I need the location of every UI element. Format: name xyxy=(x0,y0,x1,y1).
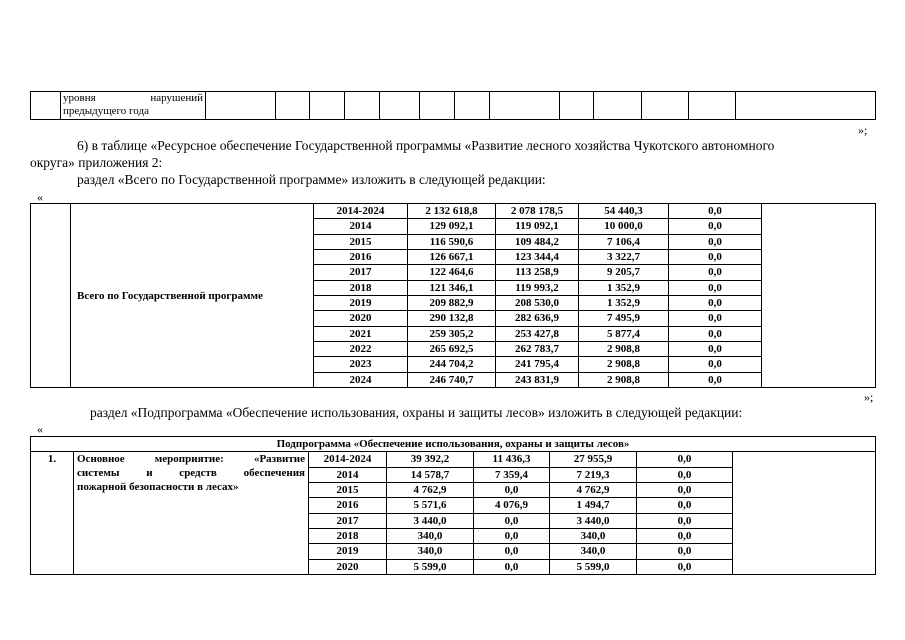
total-cell: 340,0 xyxy=(387,544,474,559)
other-sources-cell: 0,0 xyxy=(637,559,733,574)
other-sources-cell: 0,0 xyxy=(669,234,762,249)
table-row xyxy=(31,92,876,120)
period-cell: 2014-2024 xyxy=(309,452,387,467)
period-cell: 2022 xyxy=(314,341,408,356)
federal-budget-cell: 10 000,0 xyxy=(579,219,669,234)
district-budget-cell: 0,0 xyxy=(474,528,550,543)
total-cell: 340,0 xyxy=(387,528,474,543)
subprogram-title: Подпрограмма «Обеспечение использования, охраны и защиты лесов» xyxy=(31,437,876,452)
federal-budget-cell: 4 762,9 xyxy=(550,482,637,497)
total-cell: 5 571,6 xyxy=(387,498,474,513)
period-cell: 2016 xyxy=(314,249,408,264)
row-number: 1. xyxy=(31,452,74,575)
federal-budget-cell: 7 219,3 xyxy=(550,467,637,482)
total-cell: 2 132 618,8 xyxy=(408,204,496,219)
federal-budget-cell: 340,0 xyxy=(550,528,637,543)
other-sources-cell: 0,0 xyxy=(669,326,762,341)
executor-cell xyxy=(733,452,876,575)
other-sources-cell: 0,0 xyxy=(669,372,762,387)
district-budget-cell: 241 795,4 xyxy=(496,357,579,372)
other-sources-cell: 0,0 xyxy=(669,219,762,234)
opening-quote: « xyxy=(37,422,43,436)
district-budget-cell: 0,0 xyxy=(474,544,550,559)
table-header-row xyxy=(31,437,876,452)
total-cell: 126 667,1 xyxy=(408,249,496,264)
subprogram-table xyxy=(30,436,876,575)
district-budget-cell: 2 078 178,5 xyxy=(496,204,579,219)
paragraph-item-6-cont: округа» приложения 2: xyxy=(30,155,163,170)
period-cell: 2016 xyxy=(309,498,387,513)
district-budget-cell: 119 993,2 xyxy=(496,280,579,295)
federal-budget-cell: 1 352,9 xyxy=(579,295,669,310)
total-cell: 246 740,7 xyxy=(408,372,496,387)
other-sources-cell: 0,0 xyxy=(669,311,762,326)
total-cell: 116 590,6 xyxy=(408,234,496,249)
continuation-table xyxy=(30,91,876,120)
period-cell: 2014 xyxy=(314,219,408,234)
opening-quote: « xyxy=(37,190,43,204)
total-cell: 259 305,2 xyxy=(408,326,496,341)
period-cell: 2018 xyxy=(314,280,408,295)
total-cell: 129 092,1 xyxy=(408,219,496,234)
federal-budget-cell: 2 908,8 xyxy=(579,357,669,372)
other-sources-cell: 0,0 xyxy=(669,249,762,264)
federal-budget-cell: 340,0 xyxy=(550,544,637,559)
other-sources-cell: 0,0 xyxy=(669,295,762,310)
total-cell: 209 882,9 xyxy=(408,295,496,310)
period-cell: 2015 xyxy=(309,482,387,497)
period-cell: 2014-2024 xyxy=(314,204,408,219)
district-budget-cell: 113 258,9 xyxy=(496,265,579,280)
other-sources-cell: 0,0 xyxy=(669,280,762,295)
federal-budget-cell: 5 877,4 xyxy=(579,326,669,341)
federal-budget-cell: 3 322,7 xyxy=(579,249,669,264)
district-budget-cell: 0,0 xyxy=(474,482,550,497)
period-cell: 2017 xyxy=(314,265,408,280)
district-budget-cell: 208 530,0 xyxy=(496,295,579,310)
activity-name xyxy=(74,452,309,575)
row-number-cell xyxy=(31,204,71,388)
district-budget-cell: 282 636,9 xyxy=(496,311,579,326)
federal-budget-cell: 2 908,8 xyxy=(579,341,669,356)
federal-budget-cell: 1 352,9 xyxy=(579,280,669,295)
total-cell: 265 692,5 xyxy=(408,341,496,356)
other-sources-cell: 0,0 xyxy=(637,498,733,513)
table-row xyxy=(31,452,876,467)
federal-budget-cell: 7 106,4 xyxy=(579,234,669,249)
total-cell: 39 392,2 xyxy=(387,452,474,467)
total-resources-table xyxy=(30,203,876,388)
district-budget-cell: 11 436,3 xyxy=(474,452,550,467)
district-budget-cell: 7 359,4 xyxy=(474,467,550,482)
total-label: Всего по Государственной программе xyxy=(71,204,314,388)
other-sources-cell: 0,0 xyxy=(669,204,762,219)
other-sources-cell: 0,0 xyxy=(669,357,762,372)
other-sources-cell: 0,0 xyxy=(669,265,762,280)
period-cell: 2021 xyxy=(314,326,408,341)
activity-name-line: системы и средств обеспечения xyxy=(77,467,305,480)
other-sources-cell: 0,0 xyxy=(637,467,733,482)
district-budget-cell: 262 783,7 xyxy=(496,341,579,356)
paragraph-section-total: раздел «Всего по Государственной программе» изложить в следующей редакции: xyxy=(77,172,546,187)
district-budget-cell: 123 344,4 xyxy=(496,249,579,264)
federal-budget-cell: 27 955,9 xyxy=(550,452,637,467)
federal-budget-cell: 1 494,7 xyxy=(550,498,637,513)
period-cell: 2023 xyxy=(314,357,408,372)
federal-budget-cell: 9 205,7 xyxy=(579,265,669,280)
total-cell: 5 599,0 xyxy=(387,559,474,574)
federal-budget-cell: 54 440,3 xyxy=(579,204,669,219)
other-sources-cell: 0,0 xyxy=(637,452,733,467)
period-cell: 2019 xyxy=(309,544,387,559)
district-budget-cell: 4 076,9 xyxy=(474,498,550,513)
activity-name-line: Основное мероприятие: «Развитие xyxy=(77,453,305,466)
total-cell: 121 346,1 xyxy=(408,280,496,295)
period-cell: 2019 xyxy=(314,295,408,310)
district-budget-cell: 109 484,2 xyxy=(496,234,579,249)
period-cell: 2015 xyxy=(314,234,408,249)
district-budget-cell: 0,0 xyxy=(474,513,550,528)
other-sources-cell: 0,0 xyxy=(637,544,733,559)
period-cell: 2024 xyxy=(314,372,408,387)
total-cell: 4 762,9 xyxy=(387,482,474,497)
district-budget-cell: 243 831,9 xyxy=(496,372,579,387)
other-sources-cell: 0,0 xyxy=(637,513,733,528)
closing-quote: »; xyxy=(858,123,868,137)
period-cell: 2020 xyxy=(309,559,387,574)
other-sources-cell: 0,0 xyxy=(637,528,733,543)
total-cell: 3 440,0 xyxy=(387,513,474,528)
period-cell: 2017 xyxy=(309,513,387,528)
total-cell: 14 578,7 xyxy=(387,467,474,482)
total-cell: 290 132,8 xyxy=(408,311,496,326)
federal-budget-cell: 7 495,9 xyxy=(579,311,669,326)
federal-budget-cell: 3 440,0 xyxy=(550,513,637,528)
total-cell: 122 464,6 xyxy=(408,265,496,280)
district-budget-cell: 0,0 xyxy=(474,559,550,574)
executor-cell xyxy=(762,204,876,388)
period-cell: 2014 xyxy=(309,467,387,482)
paragraph-section-subprogram: раздел «Подпрограмма «Обеспечение использования, охраны и защиты лесов» изложить в следующей редакции: xyxy=(90,405,743,420)
closing-quote: »; xyxy=(864,390,874,404)
total-cell: 244 704,2 xyxy=(408,357,496,372)
period-cell: 2020 xyxy=(314,311,408,326)
district-budget-cell: 253 427,8 xyxy=(496,326,579,341)
indicator-description: уровня нарушений предыдущего года xyxy=(61,92,206,120)
other-sources-cell: 0,0 xyxy=(637,482,733,497)
period-cell: 2018 xyxy=(309,528,387,543)
district-budget-cell: 119 092,1 xyxy=(496,219,579,234)
paragraph-item-6: 6) в таблице «Ресурсное обеспечение Государственной программы «Развитие лесного хозяйства Чукотского автономного xyxy=(77,138,775,153)
federal-budget-cell: 5 599,0 xyxy=(550,559,637,574)
other-sources-cell: 0,0 xyxy=(669,341,762,356)
federal-budget-cell: 2 908,8 xyxy=(579,372,669,387)
activity-name-line: пожарной безопасности в лесах» xyxy=(77,481,239,494)
table-row xyxy=(31,204,876,219)
